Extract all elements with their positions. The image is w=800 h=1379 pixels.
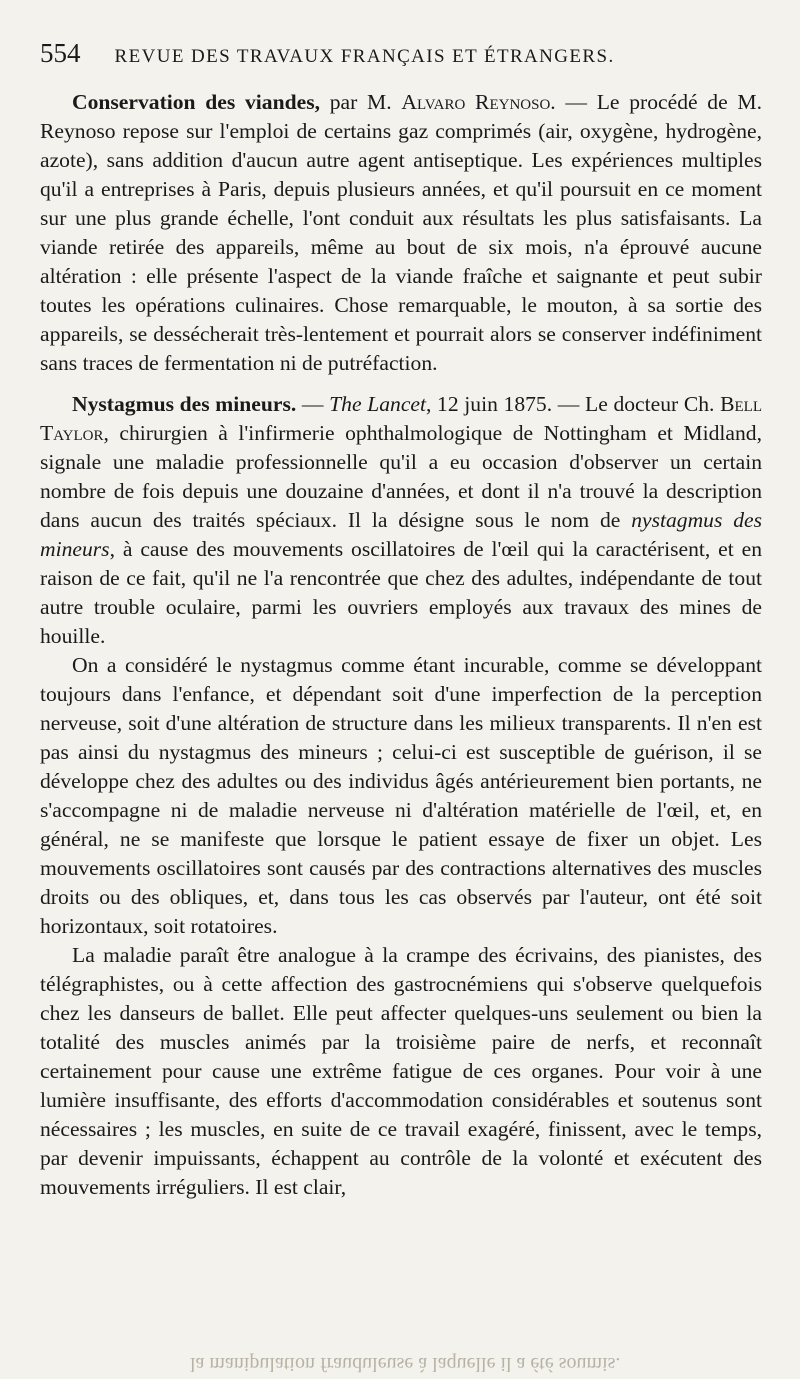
running-head: REVUE DES TRAVAUX FRANÇAIS ET ÉTRANGERS.: [114, 46, 615, 67]
disease-term: nystagmus des mineurs: [40, 508, 762, 561]
paragraph-text: , à cause des mouvements oscillatoires de l'œil qui la caractérisent, et en raison de ce fait, qu'il ne l'a rencontrée que chez des adultes, indépendante de tout autre trouble oculaire, parmi les ouvriers employés aux travaux des mines de houille.: [40, 537, 762, 648]
bleed-through-text: la manipulation frauduleuse à laquelle il a été soumis.: [190, 1353, 621, 1375]
dash: —: [296, 392, 330, 416]
page-number: 554: [40, 38, 81, 68]
article-nystagmus-paragraph-1: [40, 390, 762, 651]
source-journal: The Lancet: [329, 392, 426, 416]
paragraph-text: , chirurgien à l'infirmerie ophthalmologique de Nottingham et Midland, signale une maladie professionnelle qu'il a eu occasion d'observer un certain nombre de fois depuis une douzaine d'années, et dont il n'a trouvé la description dans aucun des traités spéciaux. Il la désigne sous le nom de: [40, 421, 762, 532]
page-body: [40, 88, 762, 1202]
article-title: Nystagmus des mineurs.: [72, 392, 297, 416]
source-date: , 12 juin 1875. — Le docteur Ch.: [426, 392, 721, 416]
article-title: Conservation des viandes,: [72, 90, 321, 114]
article-body: . — Le procédé de M. Reynoso repose sur l'emploi de certains gaz comprimés (air, oxygène, hydrogène, azote), sans addition d'aucun autre agent antiseptique. Les expériences multiples qu'il a entreprises à Paris, depuis plusieurs années, et qu'il poursuit en ce moment sur une plus grande échelle, l'ont conduit aux résultats les plus satisfaisants. La viande retirée des appareils, même au bout de six mois, n'a éprouvé aucune altération : elle présente l'aspect de la viande fraîche et saignante et peut subir toutes les opérations culinaires. Chose remarquable, le mouton, à sa sortie des appareils, se dessécherait très-lentement et pourrait alors se conserver indéfiniment sans traces de fermentation ni de putréfaction.: [40, 90, 763, 375]
article-nystagmus-paragraph-3: La maladie paraît être analogue à la crampe des écrivains, des pianistes, des télégraphistes, ou à cette affection des gastrocnémiens qui s'observe quelquefois chez les danseurs de ballet. Elle peut affecter quelques-uns seulement ou bien la totalité des muscles animés par la troisième paire de nerfs, et reconnaît certainement pour cause une extrême fatigue de ces organes. Pour voir à une lumière insuffisante, des efforts d'accommodation considérables et soutenus sont nécessaires ; les muscles, en suite de ce travail exagéré, finissent, avec le temps, par devenir impuissants, échappent au contrôle de la volonté et exécutent des mouvements irréguliers. Il est clair,: [40, 943, 762, 1199]
author-prefix: par M.: [320, 90, 402, 114]
author-name: Alvaro Reynoso: [401, 90, 551, 114]
page-header: [40, 38, 762, 82]
article-nystagmus-paragraph-2: On a considéré le nystagmus comme étant incurable, comme se développant toujours dans l'enfance, et dépendant soit d'une imperfection de la perception nerveuse, soit d'une altération de structure dans les milieux transparents. Il n'en est pas ainsi du nystagmus des mineurs ; celui-ci est susceptible de guérison, il se développe chez des adultes ou des individus âgés antérieurement bien portants, ne s'accompagne ni de maladie nerveuse ni d'altération matérielle de l'œil, et, en général, ne se manifeste que lorsque le patient essaye de fixer un objet. Les mouvements oscillatoires sont causés par des contractions alternatives des muscles droits ou des obliques, et, dans tous les cas observés par l'auteur, ont été soit horizontaux, soit rotatoires.: [40, 653, 762, 938]
author-name: Bell Taylor: [40, 392, 763, 445]
article-conservation-viandes: [40, 88, 762, 378]
